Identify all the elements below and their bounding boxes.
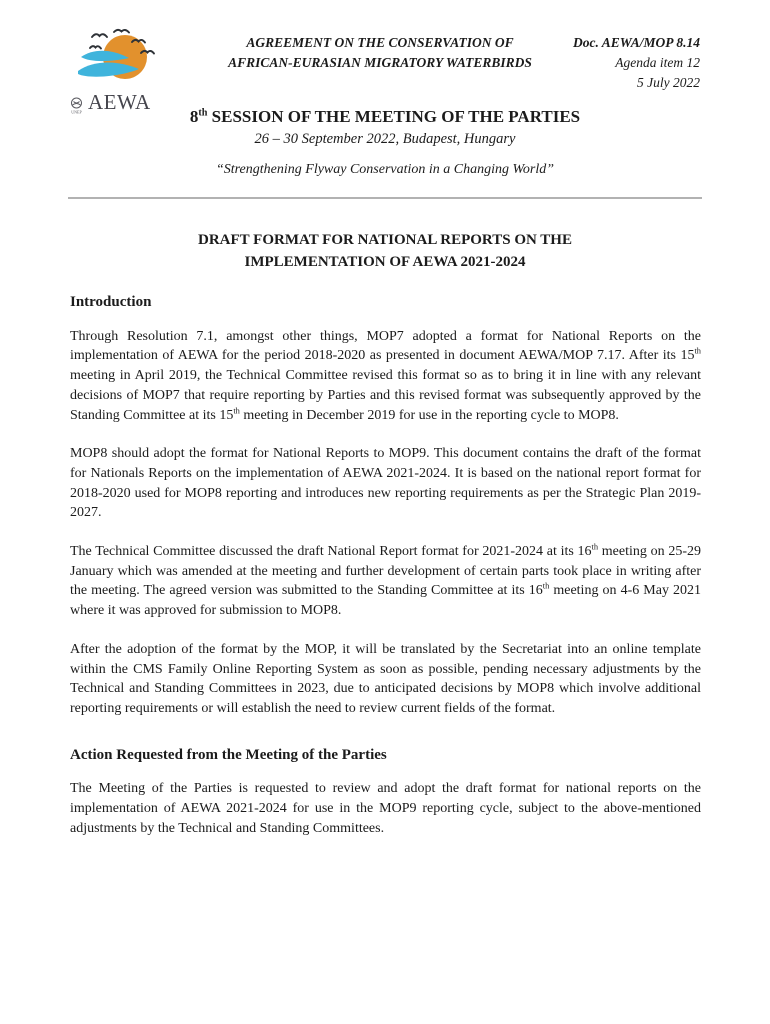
document-title-line-2: IMPLEMENTATION OF AEWA 2021-2024 [244,254,526,270]
session-dates-location: 26 – 30 September 2022, Budapest, Hungary [254,131,516,147]
header-divider [68,197,702,199]
text-segment: meeting on 25-29 January which was amended at the meeting and further development of certain parts took place in writing after the meeting. The agreed version was submitted to the Standing Committee at its 16 [70,544,702,599]
superscript: th [591,542,599,552]
document-body [70,293,701,838]
text-segment: meeting in December 2019 for use in the reporting cycle to MOP8. [239,407,619,423]
paragraph-introduction-2: MOP8 should adopt the format for National Reports to MOP9. This document contains the draft of the format for Nationals Reports on the implementation of AEWA 2021-2024. It is based on the national report format for 2018-2020 used for MOP8 reporting and introduces new reporting requirements as per the Strategic Plan 2019-2027. [70,446,701,521]
superscript: th [542,581,550,591]
aewa-wordmark: AEWA [88,90,151,114]
session-ordinal-superscript: th [198,107,208,119]
session-title-text: SESSION OF THE MEETING OF THE PARTIES [207,107,581,126]
meeting-slogan: “Strengthening Flyway Conservation in a Changing World” [215,162,555,177]
unep-label: UNEP [71,109,82,115]
introduction-heading: Introduction [70,294,152,310]
paragraph-introduction-1 [70,327,701,426]
document-references [573,33,700,93]
agreement-line-1: AGREEMENT ON THE CONSERVATION OF [246,35,514,50]
text-segment: Through Resolution 7.1, amongst other things, MOP7 adopted a format for National Reports on the implementation of AEWA for the period 2018-2020 as presented in document AEWA/MOP 7.17. After its 15 [70,328,701,364]
session-title [0,107,770,127]
action-requested-heading: Action Requested from the Meeting of the Parties [70,746,387,763]
paragraph-introduction-3 [70,542,701,621]
document-title-line-1: DRAFT FORMAT FOR NATIONAL REPORTS ON THE [198,232,572,248]
paragraph-action-1: The Meeting of the Parties is requested to review and adopt the draft format for national reports on the implementation of AEWA 2021-2024 for use in the MOP9 reporting cycle, subject to the above-mentioned adjustments by the Technical and Standing Committees. [70,781,701,836]
superscript: th [694,346,701,356]
sun-waves-birds-icon [78,28,160,84]
doc-date: 5 July 2022 [637,75,700,90]
aewa-logo [71,28,178,115]
superscript: th [233,405,240,415]
text-segment: The Technical Committee discussed the draft National Report format for 2021-2024 at its 16 [70,544,592,560]
paragraph-introduction-4: After the adoption of the format by the MOP, it will be translated by the Secretariat into an online template within the CMS Family Online Reporting System as soon as possible, pending necessary adjustments by the Technical and Standing Committees in 2023, due to anticipated decisions by MOP8 which involve additional reporting requirements or will establish the need to review current fields of the format. [70,641,701,716]
text-segment: meeting on 4-6 May 2021 where it was approved for submission to MOP8. [70,583,702,619]
text-segment: meeting in April 2019, the Technical Committee revised this format so as to bring it in line with any relevant decisions of MOP7 that require reporting by Parties and this revised format was subsequently approved by the Standing Committee at its 15 [70,368,701,423]
document-title [0,229,770,273]
agreement-name [185,33,575,73]
doc-number: Doc. AEWA/MOP 8.14 [572,35,700,50]
agenda-item: Agenda item 12 [615,55,700,70]
agreement-line-2: AFRICAN-EURASIAN MIGRATORY WATERBIRDS [228,55,532,70]
session-number: 8 [189,107,199,126]
